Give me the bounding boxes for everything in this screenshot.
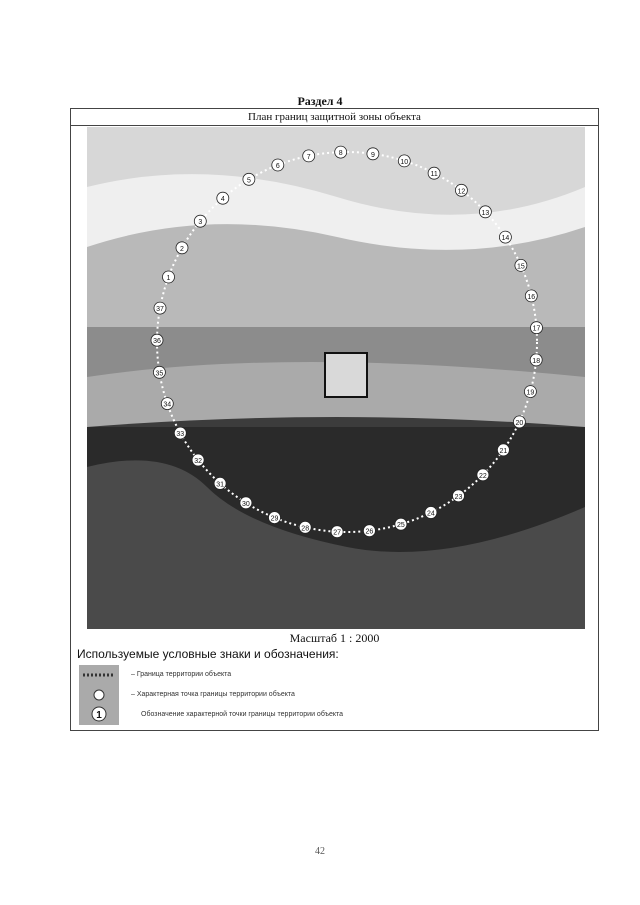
legend-item-numbered-point: Обозначение характерной точки границы территории объекта [141, 711, 344, 718]
boundary-point-label: 5 [246, 177, 251, 185]
legend-title: Используемые условные знаки и обозначения: [77, 647, 339, 661]
plan-frame [70, 108, 599, 731]
boundary-point-label: 8 [338, 150, 343, 158]
map-canvas [87, 127, 585, 629]
boundary-point [331, 526, 343, 538]
boundary-point [303, 150, 315, 162]
legend-item-point: – Характерная точка границы территории объекта [131, 691, 295, 698]
boundary-point-label: 28 [301, 525, 310, 533]
boundary-point [525, 290, 537, 302]
boundary-point-label: 19 [526, 389, 535, 397]
boundary-point [524, 386, 536, 398]
boundary-point-label: 4 [220, 196, 225, 204]
boundary-point [192, 454, 204, 466]
boundary-point-label: 12 [457, 188, 466, 196]
legend-icons [79, 665, 119, 725]
boundary-point [161, 398, 173, 410]
boundary-point [497, 444, 509, 456]
boundary-point-label: 2 [180, 245, 184, 253]
boundary-point-label: 29 [270, 515, 279, 523]
boundary-point [217, 192, 229, 204]
boundary-point-label: 6 [275, 163, 280, 170]
boundary-point-label: 1 [166, 275, 171, 282]
boundary-point [530, 354, 542, 366]
boundary-point [499, 231, 511, 243]
boundary-point-label: 37 [156, 306, 164, 314]
boundary-point-label: 35 [155, 370, 164, 378]
object-building [325, 353, 367, 397]
boundary-point [176, 242, 188, 254]
boundary-point-label: 18 [532, 357, 541, 365]
boundary-point [194, 215, 206, 227]
boundary-point [513, 416, 525, 428]
boundary-point-circle-icon [94, 690, 104, 700]
boundary-point [154, 302, 166, 314]
boundary-point-label: 22 [479, 472, 487, 480]
boundary-point-label: 20 [515, 419, 524, 427]
boundary-point [272, 159, 284, 171]
boundary-point-label: 7 [306, 153, 311, 161]
boundary-point-label: 13 [481, 209, 490, 217]
map-image [87, 127, 585, 629]
boundary-point [335, 146, 347, 158]
boundary-point [428, 167, 440, 179]
boundary-point-label: 36 [153, 338, 161, 346]
boundary-point-label: 34 [163, 401, 172, 409]
boundary-point [515, 259, 527, 271]
boundary-point [363, 525, 375, 537]
boundary-point [453, 490, 465, 502]
boundary-point [531, 322, 543, 334]
boundary-point [455, 184, 467, 196]
section-title: Раздел 4 [297, 94, 343, 108]
boundary-point [269, 512, 281, 524]
boundary-point-label: 3 [198, 219, 203, 227]
boundary-point [398, 155, 410, 167]
boundary-point-label: 9 [370, 151, 375, 159]
boundary-point-label: 33 [176, 431, 185, 439]
scale-label: Масштаб 1 : 2000 [289, 631, 380, 645]
boundary-point [163, 271, 175, 283]
boundary-point [151, 334, 163, 346]
boundary-point-label: 15 [517, 263, 525, 271]
boundary-point-label: 25 [397, 522, 405, 530]
plan-title: План границ защитной зоны объекта [71, 109, 598, 126]
boundary-point [174, 427, 186, 439]
boundary-point-label: 23 [454, 493, 463, 501]
boundary-point [214, 477, 226, 489]
boundary-point-label: 16 [527, 293, 536, 301]
boundary-point [240, 497, 252, 509]
boundary-point-label: 11 [430, 171, 438, 179]
boundary-point-label: 21 [499, 447, 508, 455]
boundary-point-label: 24 [427, 510, 435, 518]
boundary-point [153, 366, 165, 378]
page-number: 42 [315, 846, 325, 857]
boundary-point [367, 148, 379, 160]
boundary-point-label: 17 [532, 325, 541, 333]
boundary-point [479, 206, 491, 218]
boundary-point [395, 518, 407, 530]
boundary-point [425, 507, 437, 519]
boundary-point-label: 26 [365, 528, 374, 536]
boundary-point-label: 10 [400, 158, 409, 166]
boundary-point [243, 173, 255, 185]
legend-item-boundary: – Граница территории объекта [131, 671, 232, 678]
boundary-point-label: 14 [501, 235, 510, 243]
numbered-point-sample: 1 [96, 710, 102, 721]
boundary-point-label: 27 [333, 529, 341, 537]
boundary-point-label: 31 [216, 481, 224, 489]
boundary-point [477, 469, 489, 481]
boundary-point-label: 32 [194, 458, 202, 465]
boundary-point-label: 30 [242, 500, 250, 508]
boundary-point [299, 521, 311, 533]
